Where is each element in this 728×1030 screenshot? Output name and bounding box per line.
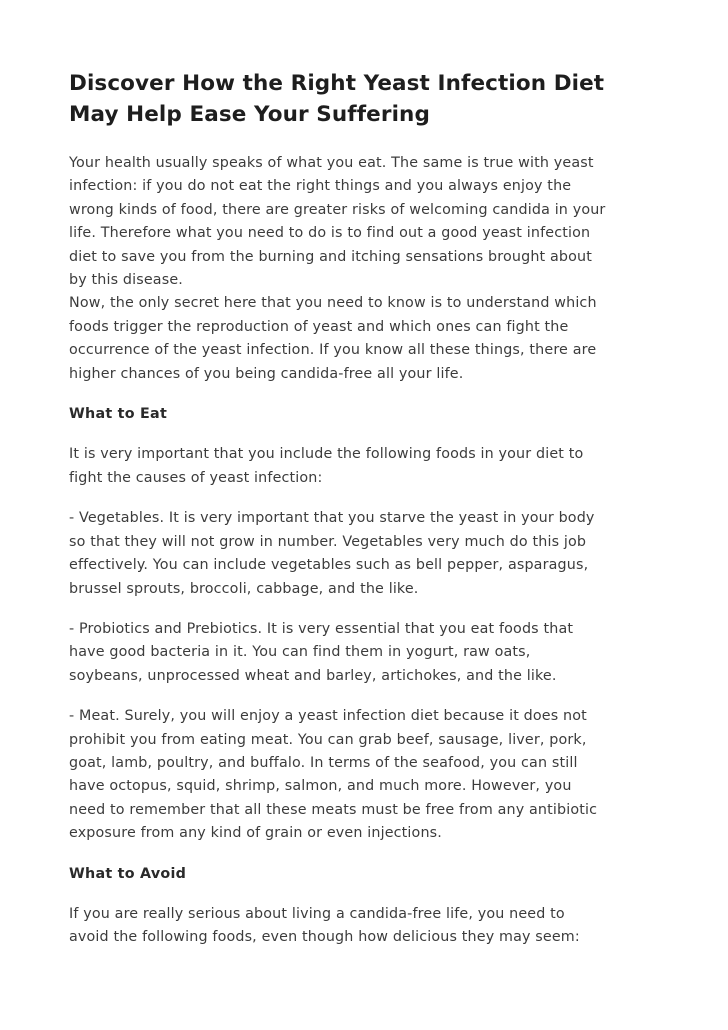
eat-intro-paragraph: It is very important that you include the following foods in your diet to fight the causes of yeast infection:	[69, 446, 584, 486]
document-page	[69, 68, 669, 950]
avoid-intro-paragraph: If you are really serious about living a candida-free life, you need to avoid the following foods, even though how delicious they may seem:	[69, 905, 580, 946]
section-heading-what-to-avoid: What to Avoid	[69, 865, 187, 882]
section-heading-what-to-eat: What to Eat	[69, 406, 168, 423]
list-item-meat: - Meat. Surely, you will enjoy a yeast infection diet because it does not prohibit you from eating meat. You can grab beef, sausage, liver, pork, goat, lamb, poultry, and buffalo. In terms of the seafood, you can still have octopus, squid, shrimp, salmon, and much more. However, you need to remember that all these meats must be free from any antibiotic exposure from any kind of grain or even injections.	[69, 708, 598, 842]
list-item-vegetables: - Vegetables. It is very important that you starve the yeast in your body so that they will not grow in number. Vegetables very much do this job effectively. You can include vegetables such as bell pepper, asparagus, brussel sprouts, broccoli, cabbage, and the like.	[69, 510, 595, 597]
list-item-probiotics: - Probiotics and Prebiotics. It is very essential that you eat foods that have good bacteria in it. You can find them in yogurt, raw oats, soybeans, unprocessed wheat and barley, artichokes, and the like.	[69, 620, 574, 684]
page-title: Discover How the Right Yeast Infection Diet May Help Ease Your Suffering	[69, 71, 605, 127]
intro-paragraph: Your health usually speaks of what you eat. The same is true with yeast infection: if you do not eat the right things and you always enjoy the wrong kinds of food, there are greater risks of welcoming candida in your life. Therefore what you need to do is to find out a good yeast infection diet to save you from the burning and itching sensations brought about by this disease. Now, the only secret here that you need to know is to understand which foods trigger the reproduction of yeast and which ones can fight the occurrence of the yeast infection. If you know all these things, there are higher chances of you being candida-free all your life.	[69, 155, 606, 382]
